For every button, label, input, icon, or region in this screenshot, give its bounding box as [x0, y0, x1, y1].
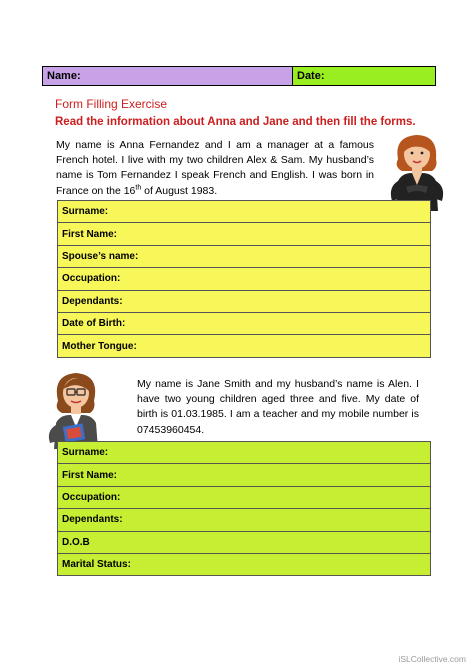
form-row-date-of-birth[interactable]: Date of Birth: [58, 312, 431, 334]
form-row-dependants[interactable]: Dependants: [58, 290, 431, 312]
form-row-marital-status[interactable]: Marital Status: [58, 553, 431, 575]
date-label: Date: [297, 70, 325, 82]
form-row-first-name[interactable]: First Name: [58, 223, 431, 245]
anna-form [57, 200, 431, 358]
teacher-icon [36, 369, 116, 449]
form-row-mother-tongue[interactable]: Mother Tongue: [58, 335, 431, 357]
jane-form [57, 441, 431, 576]
name-field[interactable] [43, 67, 293, 85]
form-row-spouse-name[interactable]: Spouse’s name: [58, 245, 431, 267]
footer-watermark: iSLCollective.com [398, 654, 466, 664]
form-row-dependants[interactable]: Dependants: [58, 509, 431, 531]
form-row-surname[interactable]: Surname: [58, 442, 431, 464]
name-label: Name: [47, 70, 81, 82]
form-row-surname[interactable]: Surname: [58, 201, 431, 223]
form-row-occupation[interactable]: Occupation: [58, 268, 431, 290]
form-row-dob[interactable]: D.O.B [58, 531, 431, 553]
instructions: Read the information about Anna and Jane and then fill the forms. [55, 116, 416, 128]
name-date-bar [42, 66, 436, 86]
form-row-occupation[interactable]: Occupation: [58, 486, 431, 508]
form-row-first-name[interactable]: First Name: [58, 464, 431, 486]
worksheet-title: Form Filling Exercise [55, 97, 168, 111]
woman-icon [376, 129, 456, 211]
date-field[interactable] [293, 67, 435, 85]
anna-paragraph: My name is Anna Fernandez and I am a manager at a famous French hotel. I live with my two children Alex & Sam. My husband’s name is Tom Fernandez I speak French and English. I was born in France on the 16th of August 1983. [56, 139, 374, 197]
jane-paragraph: My name is Jane Smith and my husband’s name is Alen. I have two young children aged three and five. My date of birth is 01.03.1985. I am a teacher and my mobile number is 07453960454. [137, 378, 419, 436]
